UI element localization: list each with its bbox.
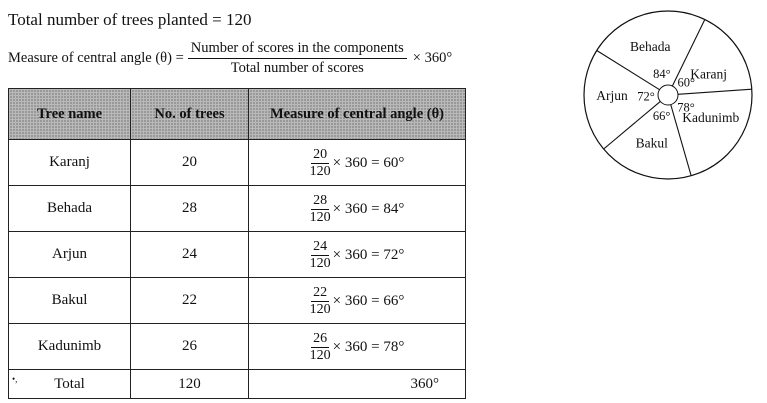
- pie-slice-angle-label: 60°: [677, 75, 695, 90]
- pie-center-circle: [658, 85, 678, 105]
- tree-count-cell: 28: [131, 186, 249, 232]
- angle-calc-cell: [249, 232, 466, 278]
- fraction-denominator: 120: [309, 255, 331, 271]
- pie-slice-angle-label: 72°: [637, 89, 655, 104]
- angle-fraction: [310, 147, 331, 180]
- tree-angle-table: [8, 88, 466, 399]
- angle-calc-cell: [249, 140, 466, 186]
- formula-numerator: Number of scores in the components: [188, 40, 407, 59]
- pie-slice-angle-label: 78°: [677, 100, 695, 115]
- pie-slice-label: Kadunimb: [682, 109, 740, 125]
- table-header-row: [9, 89, 466, 140]
- table-row: [9, 278, 466, 324]
- fraction-numerator: 28: [313, 192, 328, 208]
- tree-count-cell: 26: [131, 324, 249, 370]
- pie-slice-boundary: [597, 50, 660, 89]
- header-tree-name: Tree name: [9, 89, 131, 140]
- angle-calc-cell: [249, 186, 466, 232]
- angle-result: × 360 = 60°: [332, 154, 405, 171]
- angle-calc-cell: [249, 278, 466, 324]
- angle-result: × 360 = 84°: [332, 200, 405, 217]
- angle-fraction: [310, 239, 331, 272]
- tree-name-cell: Bakul: [9, 278, 131, 324]
- formula-multiplier: × 360°: [412, 50, 453, 66]
- pie-slice-label: Behada: [629, 39, 671, 55]
- pie-slice-boundary: [678, 89, 752, 94]
- angle-fraction: [310, 193, 331, 226]
- table-row: [9, 324, 466, 370]
- fraction-numerator: 26: [313, 330, 328, 346]
- tree-count-cell: 20: [131, 140, 249, 186]
- angle-result: × 360 = 66°: [332, 292, 405, 309]
- total-count-cell: 120: [131, 370, 249, 399]
- tree-name-cell: Karanj: [9, 140, 131, 186]
- pie-slice-label: Arjun: [596, 88, 628, 103]
- formula-denominator: Total number of scores: [230, 60, 364, 76]
- central-angle-formula: [8, 40, 452, 77]
- pie-slice-angle-label: 66°: [652, 109, 671, 124]
- header-no-of-trees: No. of trees: [131, 89, 249, 140]
- tree-name-cell: Arjun: [9, 232, 131, 278]
- total-label-cell: Total: [9, 370, 131, 399]
- fraction-denominator: 120: [309, 209, 331, 225]
- angle-result: × 360 = 72°: [332, 246, 405, 263]
- stray-mark: •,: [12, 374, 18, 384]
- tree-name-cell: Behada: [9, 186, 131, 232]
- pie-chart: [583, 10, 753, 180]
- header-central-angle: Measure of central angle (θ): [249, 89, 466, 140]
- formula-fraction: [188, 40, 407, 77]
- angle-calc-cell: [249, 324, 466, 370]
- tree-name-cell: Kadunimb: [9, 324, 131, 370]
- fraction-numerator: 24: [313, 238, 328, 254]
- pie-slice-label: Karanj: [690, 66, 727, 82]
- total-angle-cell: 360°: [249, 370, 466, 399]
- fraction-numerator: 20: [313, 146, 328, 162]
- formula-lhs: Measure of central angle (θ) =: [8, 50, 184, 66]
- fraction-denominator: 120: [309, 301, 331, 317]
- fraction-numerator: 22: [313, 284, 328, 300]
- angle-fraction: [310, 331, 331, 364]
- fraction-denominator: 120: [309, 163, 331, 179]
- table-total-row: [9, 370, 466, 399]
- tree-count-cell: 24: [131, 232, 249, 278]
- total-trees-text: Total number of trees planted = 120: [8, 10, 252, 29]
- angle-fraction: [310, 285, 331, 318]
- pie-slice-label: Bakul: [635, 135, 668, 151]
- pie-slice-angle-label: 84°: [653, 66, 671, 81]
- fraction-denominator: 120: [309, 347, 331, 363]
- table-row: [9, 232, 466, 278]
- angle-result: × 360 = 78°: [332, 338, 405, 355]
- table-row: [9, 140, 466, 186]
- table-row: [9, 186, 466, 232]
- tree-count-cell: 22: [131, 278, 249, 324]
